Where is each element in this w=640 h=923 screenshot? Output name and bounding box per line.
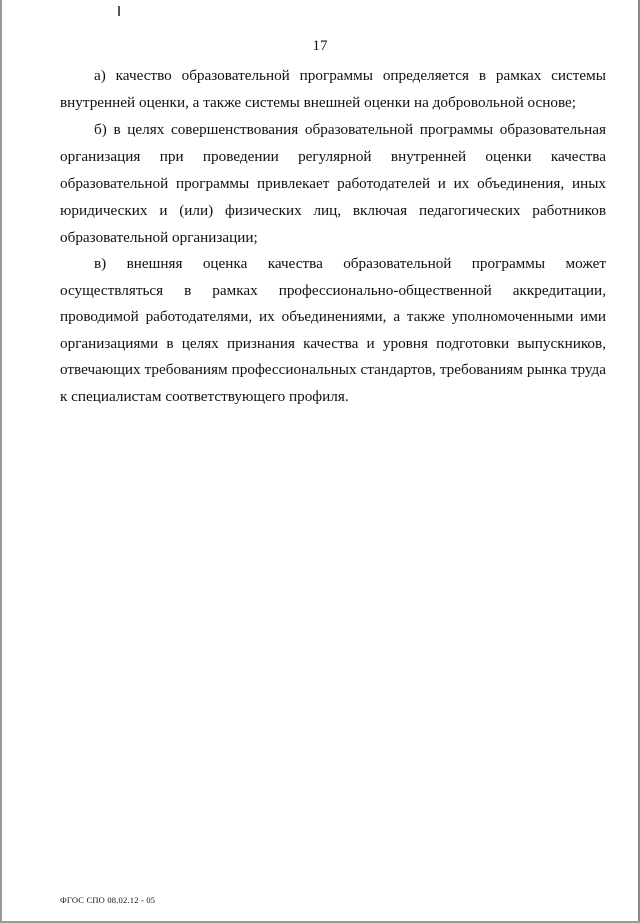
scan-border-left — [0, 0, 2, 923]
footer-document-code: ФГОС СПО 08.02.12 - 05 — [60, 895, 156, 905]
paragraph-line: организациями в целях признания качества и уровня подготовки выпускников, — [60, 335, 606, 352]
paragraph-line: организация при проведении регулярной внутренней оценки качества — [60, 148, 606, 165]
paragraph-line: образовательной программы привлекает работодателей и их объединения, иных — [60, 175, 606, 192]
paragraph-line: осуществляться в рамках профессионально-общественной аккредитации, — [60, 282, 606, 299]
paragraph-line: проводимой работодателями, их объединениями, а также уполномоченными ими — [60, 308, 606, 325]
paragraph-line: к специалистам соответствующего профиля. — [60, 388, 349, 405]
scan-mark — [118, 6, 120, 16]
paragraph-line: образовательной организации; — [60, 229, 258, 246]
paragraph-line: внутренней оценки, а также системы внешней оценки на добровольной основе; — [60, 94, 576, 111]
page-number: 17 — [312, 38, 328, 54]
paragraph-line: юридических и (или) физических лиц, включая педагогических работников — [60, 202, 606, 219]
paragraph-line: отвечающих требованиям профессиональных стандартов, требованиям рынка труда — [60, 361, 606, 378]
paragraph-line: в) внешняя оценка качества образовательной программы может — [94, 255, 606, 272]
paragraph-line: б) в целях совершенствования образовательной программы образовательная — [94, 121, 606, 138]
paragraph-line: а) качество образовательной программы определяется в рамках системы — [94, 67, 606, 84]
